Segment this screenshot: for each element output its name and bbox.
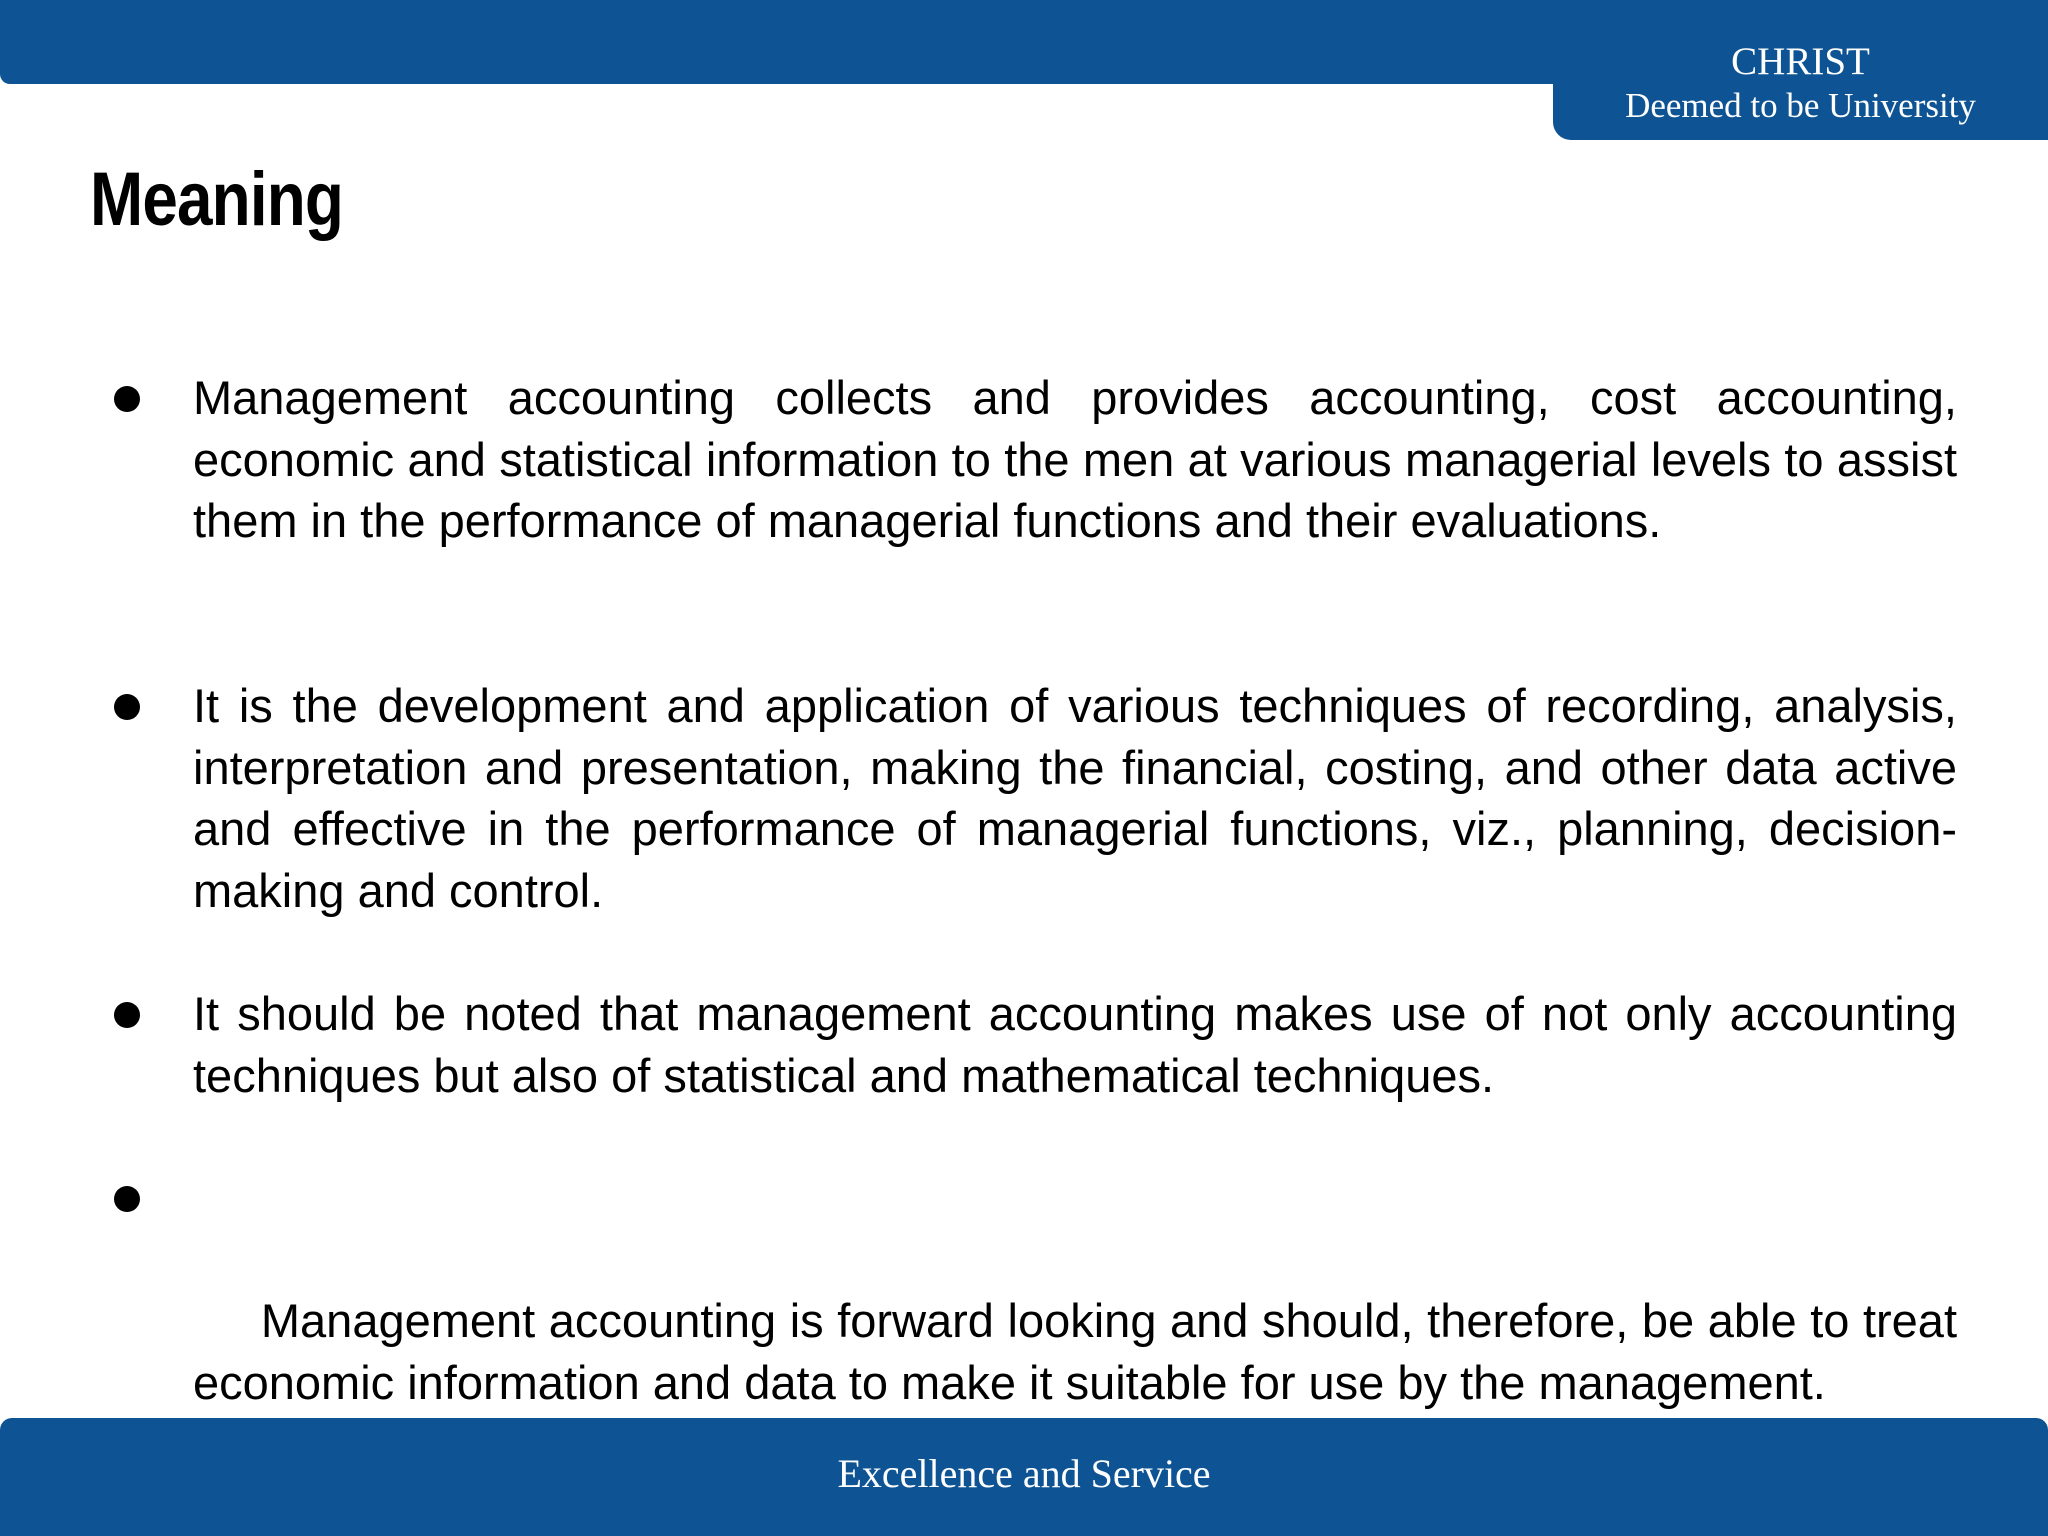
- bullet-icon: [114, 386, 140, 412]
- bullet-item: [193, 983, 1957, 1106]
- brand-subtitle: Deemed to be University: [1625, 86, 1976, 125]
- bullet-text: It is the development and application of various techniques of recording, analysis, interpretation and presentation, making the financial, costing, and other data active and effective in the performance of managerial functions, viz., planning, decision-making and control.: [193, 679, 1957, 917]
- bullet-text: Management accounting collects and provides accounting, cost accounting, economic and statistical information to the men at various managerial levels to assist them in the performance of managerial functions and their evaluations.: [193, 371, 1957, 547]
- bullet-icon: [114, 694, 140, 720]
- bullet-item: [193, 367, 1957, 552]
- footer-tagline: Excellence and Service: [837, 1451, 1211, 1496]
- brand-name: CHRIST: [1731, 40, 1870, 83]
- bullet-icon: [114, 1002, 140, 1028]
- bullet-text: It should be noted that management accounting makes use of not only accounting techniques but also of statistical and mathematical techniques.: [193, 987, 1957, 1102]
- bullet-icon: [114, 1186, 140, 1212]
- university-brand: [1553, 0, 2048, 140]
- bullet-text: Management accounting is forward looking and should, therefore, be able to treat economic information and data to make it suitable for use by the management.: [193, 1294, 1971, 1409]
- slide-title: Meaning: [90, 157, 344, 242]
- bullet-item: [193, 675, 1957, 921]
